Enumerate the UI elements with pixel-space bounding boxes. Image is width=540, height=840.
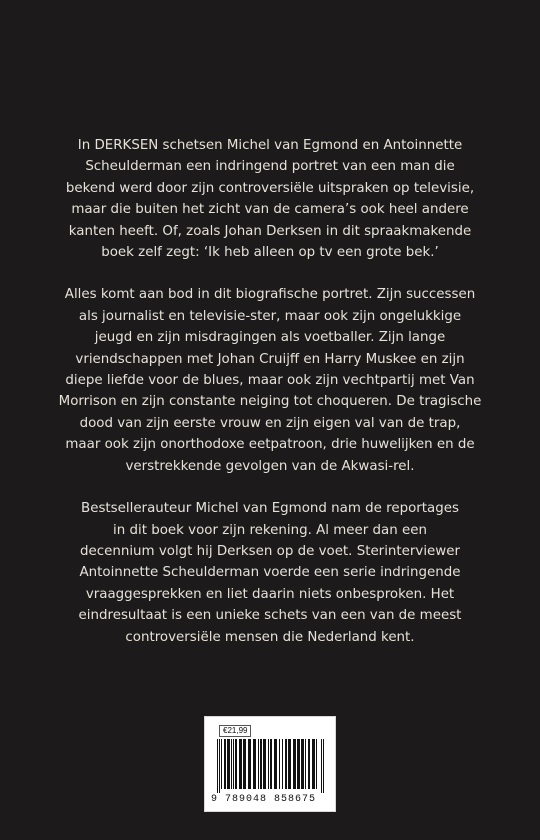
barcode-bar — [268, 739, 269, 789]
barcode-bar — [305, 739, 306, 789]
barcode-bar — [260, 739, 262, 789]
barcode-bar — [285, 739, 287, 789]
barcode-bars — [217, 739, 325, 793]
barcode-bar — [243, 739, 246, 789]
barcode-bar — [279, 739, 280, 789]
barcode-bar — [263, 739, 266, 789]
barcode-bar — [297, 739, 300, 789]
barcode-bar — [217, 739, 218, 793]
barcode-bar — [258, 739, 259, 789]
price-label: €21,99 — [219, 725, 251, 737]
barcode-bar — [301, 739, 304, 789]
barcode-bar — [235, 739, 237, 789]
barcode-bar — [239, 739, 242, 789]
barcode-bar — [253, 739, 256, 789]
barcode-bar — [282, 739, 283, 789]
barcode-bar — [308, 739, 310, 789]
barcode-bar — [274, 739, 277, 789]
isbn-number: 9 789048 858675 — [211, 794, 317, 805]
barcode-bar — [312, 739, 315, 789]
blurb-text — [40, 135, 500, 669]
barcode-bar — [288, 739, 291, 789]
blurb-paragraph-2: Alles komt aan bod in dit biografische portret. Zijn successen als journalist en televisie-ster, maar ook zijn ongelukkige jeugd en zijn misdragingen als voetballer. Zijn lange vriendschappen met Johan Cruijff en Harry Muskee en zijn diepe liefde voor de blues, maar ook zijn vechtpartij met Van Morrison en zijn constante neiging tot choqueren. De tragische dood van zijn eerste vrouw en zijn eigen val van de trap, maar ook zijn onorthodoxe eetpatroon, drie huwelijken en de verstrekkende gevolgen van de Akwasi-rel. — [58, 287, 482, 474]
barcode-bar — [233, 739, 234, 789]
barcode-bar — [321, 739, 322, 793]
barcode-bar — [316, 739, 317, 789]
barcode-bar — [248, 739, 251, 789]
barcode-bar — [231, 739, 232, 789]
barcode-label — [204, 716, 336, 812]
barcode-bar — [221, 739, 222, 789]
barcode-bar — [227, 739, 230, 789]
barcode-bar — [270, 739, 272, 789]
blurb-paragraph-1: In DERKSEN schetsen Michel van Egmond en Antoinnette Scheulderman een indringend portret van een man die bekend werd door zijn controversiële uitspraken op televisie, maar die buiten het zicht van de camera’s ook heel andere kanten heeft. Of, zoals Johan Derksen in dit spraakmakende boek zelf zegt: ‘Ik heb alleen op tv een grote bek.’ — [65, 138, 475, 261]
blurb-paragraph-3: Bestsellerauteur Michel van Egmond nam de reportages in dit boek voor zijn rekening. Al meer dan een decennium volgt hij Derksen op de voet. Sterinterviewer Antoinnette Scheulderman voerde een serie indringende vraaggesprekken en liet daarin niets onbesproken. Het eindresultaat is een unieke schets van een van de meest controversiële mensen die Nederland kent. — [78, 501, 462, 645]
barcode-bar — [219, 739, 220, 793]
barcode-bar — [293, 739, 296, 789]
barcode-bar — [224, 739, 226, 789]
barcode-bar — [323, 739, 324, 793]
